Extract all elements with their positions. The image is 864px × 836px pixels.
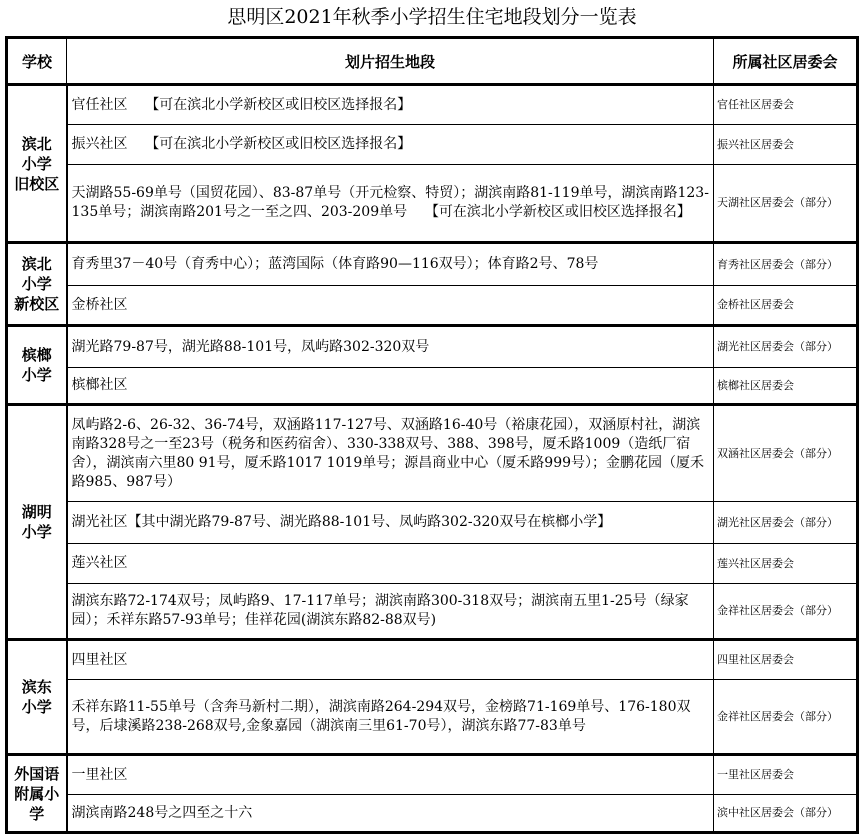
header-community: 所属社区居委会 (714, 38, 858, 85)
area-cell: 禾祥东路11-55单号（含奔马新村二期），湖滨南路264-294双号，金榜路71-169单号、176-180双号，后埭溪路238-268双号,金象嘉园（湖滨南三里61-70号），湖滨东路77-83单号 (67, 680, 714, 755)
area-cell: 育秀里37－40号（育秀中心）；蓝湾国际（体育路90—116双号）；体育路2号、78号 (67, 243, 714, 286)
enrollment-table (5, 36, 859, 834)
area-cell: 四里社区 (67, 640, 714, 680)
area-cell: 官任社区 【可在滨北小学新校区或旧校区选择报名】 (67, 85, 714, 125)
area-cell: 凤屿路2-6、26-32、36-74号，双涵路117-127号、双涵路16-40号（裕康花园），双涵原村社，湖滨南路328号之一至23号（税务和医药宿舍）、330-338双号、388、398号，厦禾路1009（造纸厂宿舍），湖滨南六里80 91号，厦禾路1017 1019单号；源昌商业中心（厦禾路999号）；金鹏花园（厦禾路985、987号） (67, 405, 714, 502)
community-cell: 湖光社区居委会（部分） (714, 502, 858, 544)
community-cell: 槟榔社区居委会 (714, 368, 858, 405)
community-cell: 金桥社区居委会 (714, 286, 858, 326)
area-cell: 莲兴社区 (67, 544, 714, 584)
table-row (7, 85, 858, 125)
table-row (7, 243, 858, 286)
community-cell: 四里社区居委会 (714, 640, 858, 680)
table-row (7, 584, 858, 640)
community-cell: 双涵社区居委会（部分） (714, 405, 858, 502)
area-cell: 一里社区 (67, 755, 714, 795)
community-cell: 湖光社区居委会（部分） (714, 326, 858, 368)
community-cell: 振兴社区居委会 (714, 125, 858, 165)
area-cell: 湖滨东路72-174双号；凤屿路9、17-117单号；湖滨南路300-318双号；湖滨南五里1-25号（绿家园）；禾祥东路57-93单号；佳祥花园(湖滨东路82-88双号) (67, 584, 714, 640)
community-cell: 天湖社区居委会（部分） (714, 165, 858, 243)
table-row (7, 368, 858, 405)
area-cell: 振兴社区 【可在滨北小学新校区或旧校区选择报名】 (67, 125, 714, 165)
page-title: 思明区2021年秋季小学招生住宅地段划分一览表 (227, 6, 637, 28)
table-row (7, 125, 858, 165)
community-cell: 金祥社区居委会（部分） (714, 680, 858, 755)
area-cell: 湖光路79-87号，湖光路88-101号，凤屿路302-320双号 (67, 326, 714, 368)
community-cell: 莲兴社区居委会 (714, 544, 858, 584)
area-cell: 湖光社区【其中湖光路79-87号、湖光路88-101号、凤屿路302-320双号在槟榔小学】 (67, 502, 714, 544)
school-cell: 滨东 小学 (7, 640, 67, 755)
school-cell: 槟榔 小学 (7, 326, 67, 405)
school-cell: 湖明 小学 (7, 405, 67, 640)
area-cell: 槟榔社区 (67, 368, 714, 405)
table-row (7, 680, 858, 755)
school-cell: 滨北 小学 旧校区 (7, 85, 67, 243)
area-cell: 金桥社区 (67, 286, 714, 326)
table-row (7, 165, 858, 243)
header-area: 划片招生地段 (67, 38, 714, 85)
school-cell: 外国语 附属小 学 (7, 755, 67, 833)
school-cell: 滨北 小学 新校区 (7, 243, 67, 326)
community-cell: 官任社区居委会 (714, 85, 858, 125)
community-cell: 一里社区居委会 (714, 755, 858, 795)
table-row (7, 502, 858, 544)
table-row (7, 326, 858, 368)
area-cell: 天湖路55-69单号（国贸花园）、83-87单号（开元检察、特贸）；湖滨南路81-119单号，湖滨南路123-135单号；湖滨南路201号之一至之四、203-209单号 【可在滨北小学新校区或旧校区选择报名】 (67, 165, 714, 243)
community-cell: 金祥社区居委会（部分） (714, 584, 858, 640)
community-cell: 育秀社区居委会（部分） (714, 243, 858, 286)
table-header-row (7, 38, 858, 85)
table-row (7, 544, 858, 584)
table-row (7, 755, 858, 795)
table-row (7, 405, 858, 502)
table-row (7, 286, 858, 326)
table-row (7, 640, 858, 680)
community-cell: 滨中社区居委会（部分） (714, 795, 858, 833)
table-row (7, 795, 858, 833)
area-cell: 湖滨南路248号之四至之十六 (67, 795, 714, 833)
table-body (7, 85, 858, 833)
header-school: 学校 (7, 38, 67, 85)
